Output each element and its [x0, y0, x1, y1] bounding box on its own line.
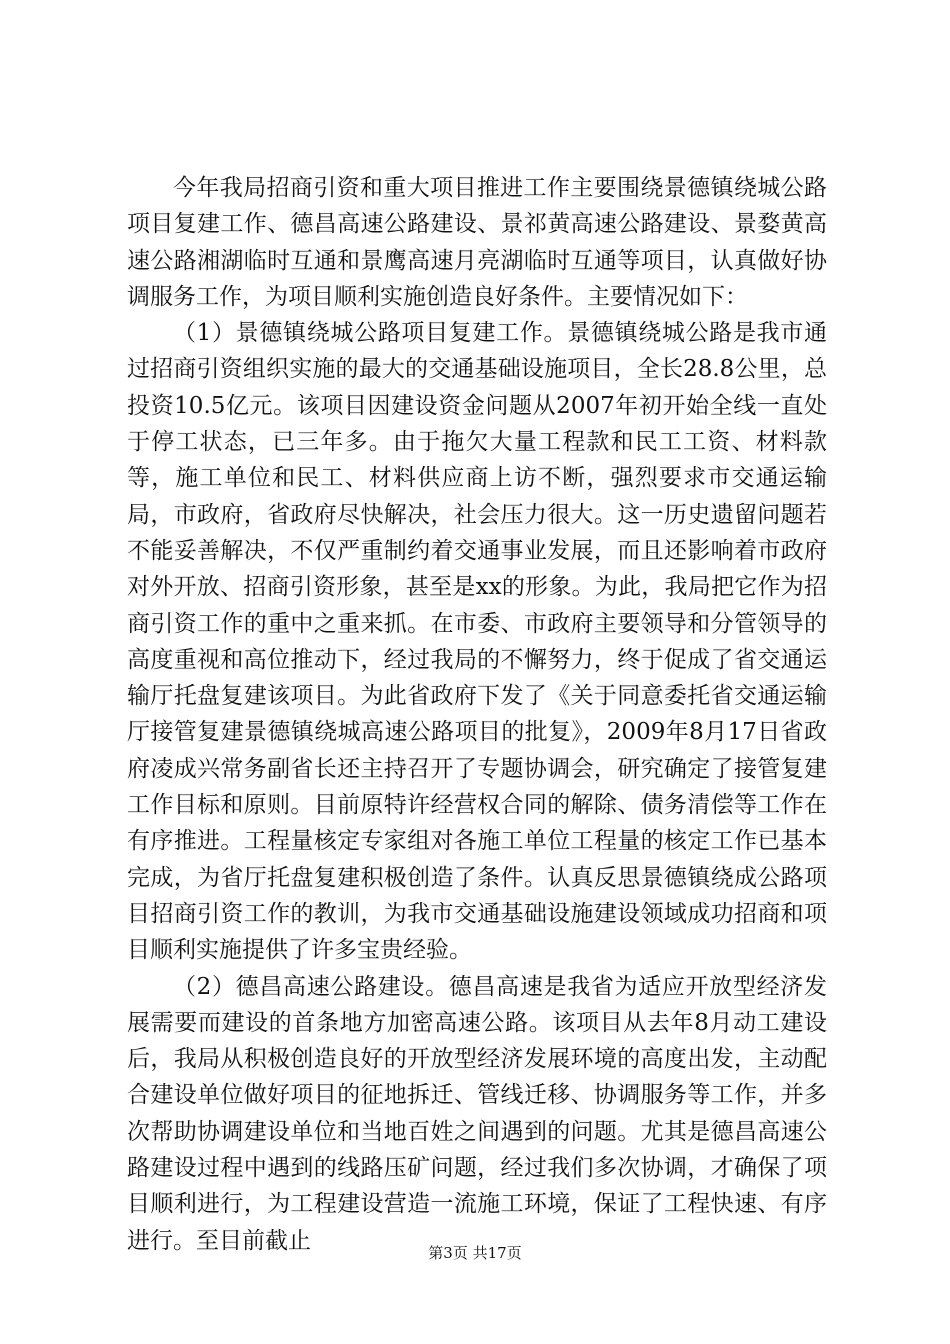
paragraph-section-1: （1）景德镇绕城公路项目复建工作。景德镇绕城公路是我市通过招商引资组织实施的最大的交通基础设施项目，全长28.8公里，总投资10.5亿元。该项目因建设资金问题从2007年初开始全线一直处于停工状态，已三年多。由于拖欠大量工程款和民工工资、材料款等，施工单位和民工、材料供应商上访不断，强烈要求市交通运输局，市政府，省政府尽快解决，社会压力很大。这一历史遗留问题若不能妥善解决，不仅严重制约着交通事业发展，而且还影响着市政府对外开放、招商引资形象，甚至是xx的形象。为此，我局把它作为招商引资工作的重中之重来抓。在市委、市政府主要领导和分管领导的高度重视和高位推动下，经过我局的不懈努力，终于促成了省交通运输厅托盘复建该项目。为此省政府下发了《关于同意委托省交通运输厅接管复建景德镇绕城高速公路项目的批复》，2009年8月17日省政府凌成兴常务副省长还主持召开了专题协调会，研究确定了接管复建工作目标和原则。目前原特许经营权合同的解除、债务清偿等工作在有序推进。工程量核定专家组对各施工单位工程量的核定工作已基本完成，为省厅托盘复建积极创造了条件。认真反思景德镇绕成公路项目招商引资工作的教训，为我市交通基础设施建设领域成功招商和项目顺利实施提供了许多宝贵经验。 — [127, 320, 827, 964]
document-body — [127, 170, 827, 1259]
paragraph-section-2: （2）德昌高速公路建设。德昌高速是我省为适应开放型经济发展需要而建设的首条地方加密高速公路。该项目从去年8月动工建设后，我局从积极创造良好的开放型经济发展环境的高度出发，主动配合建设单位做好项目的征地拆迁、管线迁移、协调服务等工作，并多次帮助协调建设单位和当地百姓之间遇到的问题。尤其是德昌高速公路建设过程中遇到的线路压矿问题，经过我们多次协调，才确保了项目顺利进行，为工程建设营造一流施工环境，保证了工程快速、有序进行。至目前截止 — [127, 973, 827, 1254]
page-number-footer: 第3页 共17页 — [428, 1244, 522, 1262]
paragraph-intro: 今年我局招商引资和重大项目推进工作主要围绕景德镇绕城公路项目复建工作、德昌高速公路建设、景祁黄高速公路建设、景婺黄高速公路湘湖临时互通和景鹰高速月亮湖临时互通等项目，认真做好协调服务工作，为项目顺利实施创造良好条件。主要情况如下： — [127, 175, 827, 310]
